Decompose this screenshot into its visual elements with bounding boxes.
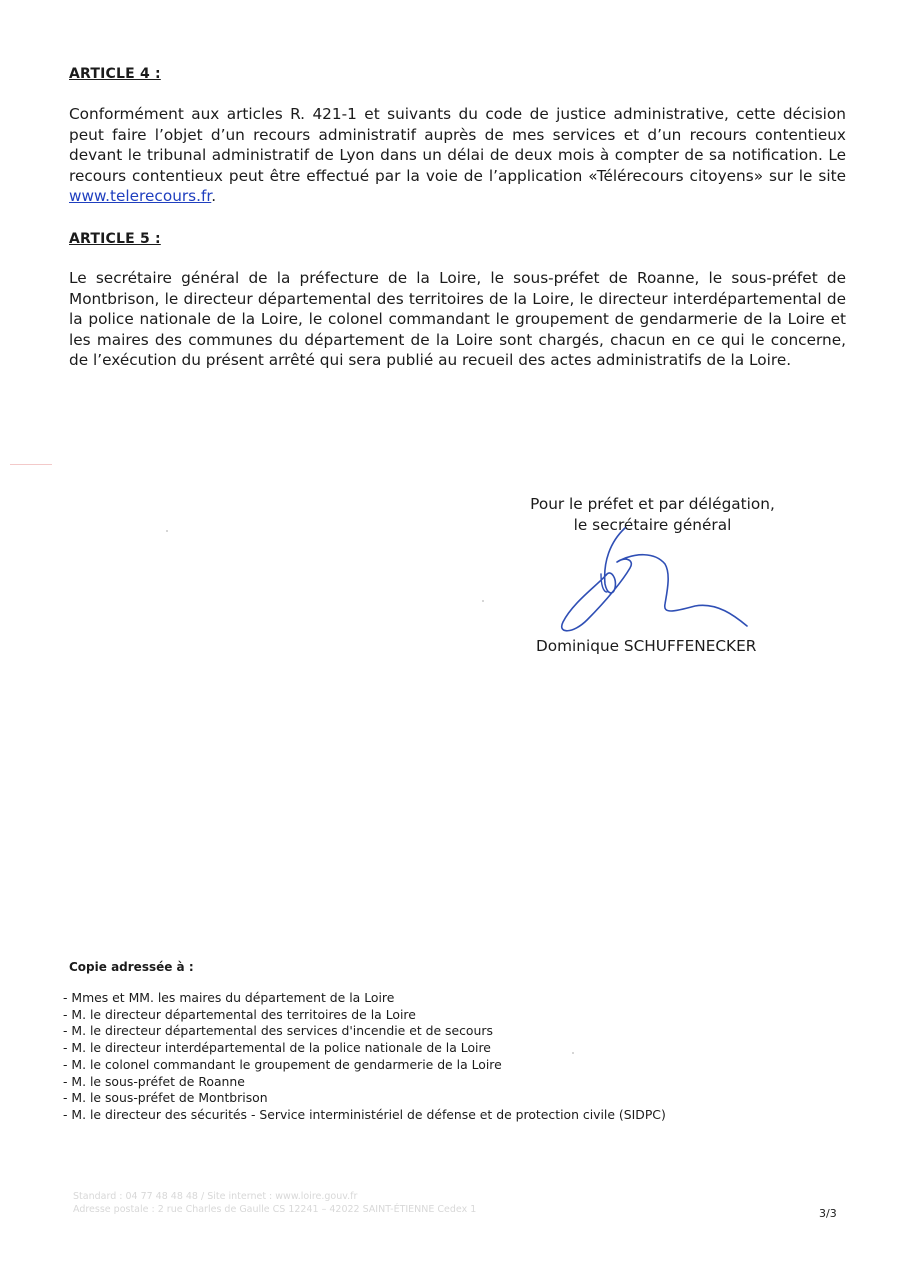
article-4-text-main: Conformément aux articles R. 421-1 et suivants du code de justice administrative, cette décision peut faire l’objet d’un recours administratif auprès de mes services et d’un recours contentieux devant le tribunal administratif de Lyon dans un délai de deux mois à compter de sa notification. Le recours contentieux peut être effectué par la voie de l’application «Télérecours citoyens» sur le site [69, 105, 846, 185]
list-item: - M. le directeur départemental des services d'incendie et de secours [63, 1023, 493, 1039]
list-item: - M. le directeur des sécurités - Service interministériel de défense et de protection civile (SIDPC) [63, 1106, 666, 1122]
signature-stroke [562, 528, 747, 631]
list-item: - M. le sous-préfet de Roanne [63, 1073, 245, 1089]
list-item: - M. le directeur départemental des territoires de la Loire [63, 1006, 416, 1022]
list-item: - M. le sous-préfet de Montbrison [63, 1090, 268, 1106]
footer-address: Adresse postale : 2 rue Charles de Gaulle CS 12241 – 42022 SAINT-ÉTIENNE Cedex 1 [73, 1204, 477, 1215]
article-5-heading: ARTICLE 5 : [69, 231, 161, 247]
page-number: 3/3 [819, 1207, 837, 1220]
copies-title: Copie adressée à : [69, 960, 194, 974]
scan-speck [482, 600, 484, 602]
scan-speck [166, 530, 168, 532]
list-item: - M. le colonel commandant le groupement de gendarmerie de la Loire [63, 1056, 502, 1072]
scan-speck [572, 1052, 574, 1054]
signature-line-1: Pour le préfet et par délégation, [530, 495, 775, 513]
list-item: - M. le directeur interdépartemental de la police nationale de la Loire [63, 1040, 491, 1056]
signatory-name: Dominique SCHUFFENECKER [536, 637, 757, 655]
article-4-heading: ARTICLE 4 : [69, 66, 161, 82]
handwritten-signature [555, 522, 785, 642]
page-footer [73, 1190, 476, 1216]
article-4-text [69, 104, 846, 207]
article-5-text: Le secrétaire général de la préfecture de la Loire, le sous-préfet de Roanne, le sous-préfet de Montbrison, le directeur départemental des territoires de la Loire, le directeur interdépartemental de la police nationale de la Loire, le colonel commandant le groupement de gendarmerie de la Loire et les maires des communes du département de la Loire sont chargés, chacun en ce qui le concerne, de l’exécution du présent arrêté qui sera publié au recueil des actes administratifs de la Loire. [69, 269, 846, 369]
article-4-text-end: . [211, 187, 217, 205]
copies-list [63, 990, 666, 1124]
list-item: - Mmes et MM. les maires du département de la Loire [63, 990, 395, 1005]
footer-contact: Standard : 04 77 48 48 48 / Site internet : www.loire.gouv.fr [73, 1191, 358, 1202]
margin-mark [10, 464, 52, 465]
signature-line-2: le secrétaire général [573, 515, 732, 534]
telerecours-link[interactable]: www.telerecours.fr [69, 187, 212, 205]
